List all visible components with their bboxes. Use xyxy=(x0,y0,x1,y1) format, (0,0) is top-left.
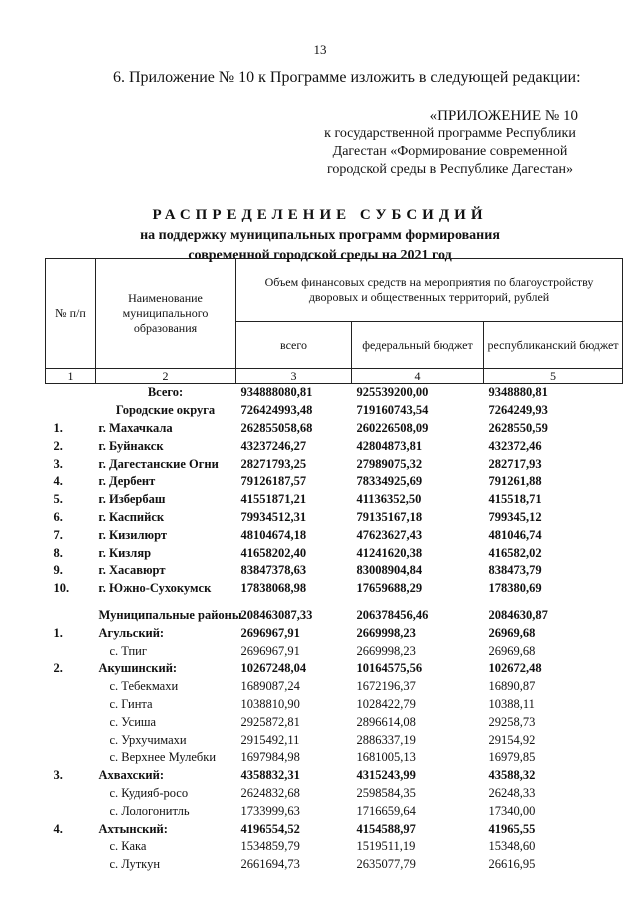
row-total: 1733999,63 xyxy=(240,803,300,818)
row-republic: 29154,92 xyxy=(488,732,536,747)
table-row xyxy=(46,509,623,527)
row-republic: 9348880,81 xyxy=(488,385,548,400)
row-total: 2624832,68 xyxy=(240,785,300,800)
row-total: 4358832,31 xyxy=(240,768,300,783)
title-line: на поддержку муниципальных программ формирования xyxy=(140,228,500,243)
row-number: 9. xyxy=(53,563,63,578)
row-federal: 1672196,37 xyxy=(356,679,416,694)
table-row xyxy=(46,820,623,838)
page-number: 13 xyxy=(313,42,327,57)
row-number: 6. xyxy=(53,509,63,524)
row-federal: 1681005,13 xyxy=(356,750,416,765)
row-federal: 719160743,54 xyxy=(356,403,429,418)
row-name: г. Махачкала xyxy=(98,420,173,435)
row-name: Акушинский: xyxy=(98,661,178,676)
row-total: 2661694,73 xyxy=(240,857,300,872)
row-name: Ахвахский: xyxy=(98,768,164,783)
row-name: г. Кизляр xyxy=(98,545,152,560)
row-total: 1689087,24 xyxy=(240,679,300,694)
row-federal: 2669998,23 xyxy=(356,625,416,640)
row-republic: 16890,87 xyxy=(488,679,536,694)
row-total: 934888080,81 xyxy=(240,385,313,400)
table-row xyxy=(46,713,623,731)
table-row xyxy=(46,437,623,455)
row-number: 4. xyxy=(53,474,63,489)
row-federal: 27989075,32 xyxy=(356,456,423,471)
row-name: Ахтынский: xyxy=(98,821,168,836)
row-federal: 4315243,99 xyxy=(356,768,416,783)
table-row xyxy=(46,660,623,678)
table-row xyxy=(46,491,623,509)
row-republic: 29258,73 xyxy=(488,714,536,729)
row-number xyxy=(46,607,96,625)
row-federal: 41241620,38 xyxy=(356,545,423,560)
table-row xyxy=(46,642,623,660)
table-row xyxy=(46,802,623,820)
appendix-header xyxy=(300,107,600,179)
row-name: с. Луткун xyxy=(109,857,161,872)
row-federal: 1519511,19 xyxy=(356,839,416,854)
row-name: г. Дагестанские Огни xyxy=(98,456,219,471)
row-total: 4196554,52 xyxy=(240,821,300,836)
row-name: Городские округа xyxy=(115,403,216,418)
row-number: 7. xyxy=(53,527,63,542)
table-row xyxy=(46,473,623,491)
row-republic: 26969,68 xyxy=(488,643,536,658)
table-row xyxy=(46,455,623,473)
row-number: 3. xyxy=(53,456,63,471)
header-num: № п/п xyxy=(46,259,96,369)
row-number xyxy=(46,384,96,402)
row-federal: 41136352,50 xyxy=(356,492,422,507)
row-federal: 2886337,19 xyxy=(356,732,416,747)
row-name: с. Тпиг xyxy=(109,643,147,658)
title-line: современной городской среды на 2021 год xyxy=(188,248,452,263)
row-federal: 83008904,84 xyxy=(356,563,423,578)
row-total: 17838068,98 xyxy=(240,581,307,596)
row-federal: 10164575,56 xyxy=(356,661,423,676)
appendix-line: Дагестан «Формирование современной xyxy=(332,144,568,159)
table-row xyxy=(46,749,623,767)
table-row xyxy=(46,607,623,625)
header-index: 5 xyxy=(484,369,623,384)
row-total: 83847378,63 xyxy=(240,563,307,578)
row-republic: 282717,93 xyxy=(488,456,542,471)
row-federal: 2669998,23 xyxy=(356,643,416,658)
row-name: с. Кака xyxy=(109,839,147,854)
row-number xyxy=(46,402,96,420)
header-federal: федеральный бюджет xyxy=(352,322,484,369)
empty-cell xyxy=(484,598,623,607)
header-volume: Объем финансовых средств на мероприятия по благоустройству дворовых и общественных территорий, рублей xyxy=(236,259,623,322)
row-republic: 102672,48 xyxy=(488,661,542,676)
row-total: 208463087,33 xyxy=(240,607,313,622)
row-total: 41551871,21 xyxy=(240,492,307,507)
table-row xyxy=(46,598,623,607)
row-federal: 47623627,43 xyxy=(356,527,423,542)
row-federal: 1716659,64 xyxy=(356,803,416,818)
row-name: с. Верхнее Мулебки xyxy=(109,750,217,765)
row-republic: 416582,02 xyxy=(488,545,542,560)
row-federal: 4154588,97 xyxy=(356,821,416,836)
row-federal: 2635077,79 xyxy=(356,857,416,872)
table-row xyxy=(46,696,623,714)
row-total: 2696967,91 xyxy=(240,643,300,658)
empty-cell xyxy=(236,598,352,607)
row-name: с. Тебекмахи xyxy=(109,679,179,694)
row-federal: 1028422,79 xyxy=(356,696,416,711)
row-name: с. Урхучимахи xyxy=(109,732,187,747)
header-index: 4 xyxy=(352,369,484,384)
row-republic: 26616,95 xyxy=(488,857,536,872)
row-total: 726424993,48 xyxy=(240,403,313,418)
row-republic: 2084630,87 xyxy=(488,607,548,622)
row-number: 3. xyxy=(53,768,63,783)
table-row xyxy=(46,562,623,580)
row-republic: 43588,32 xyxy=(488,768,536,783)
table-row xyxy=(46,420,623,438)
row-number: 1. xyxy=(53,625,63,640)
table-row xyxy=(46,678,623,696)
appendix-line: «ПРИЛОЖЕНИЕ № 10 xyxy=(429,108,578,124)
row-name: Агульский: xyxy=(98,625,165,640)
row-total: 2915492,11 xyxy=(240,732,300,747)
header-total: всего xyxy=(236,322,352,369)
row-republic: 791261,88 xyxy=(488,474,542,489)
row-name: г. Буйнакск xyxy=(98,438,164,453)
row-republic: 2628550,59 xyxy=(488,420,548,435)
row-number xyxy=(46,713,96,731)
row-number xyxy=(46,731,96,749)
appendix-line: к государственной программе Республики xyxy=(324,126,576,141)
row-federal: 78334925,69 xyxy=(356,474,423,489)
row-total: 1534859,79 xyxy=(240,839,300,854)
row-name: Муниципальные районы xyxy=(98,607,242,622)
table-row xyxy=(46,526,623,544)
row-total: 43237246,27 xyxy=(240,438,307,453)
table-row xyxy=(46,624,623,642)
row-name: с. Лологонитль xyxy=(109,803,190,818)
row-republic: 41965,55 xyxy=(488,821,536,836)
row-number xyxy=(46,749,96,767)
header-republic: республиканский бюджет xyxy=(484,322,623,369)
row-number: 1. xyxy=(53,420,63,435)
row-total: 79934512,31 xyxy=(240,509,307,524)
row-total: 1697984,98 xyxy=(240,750,300,765)
row-republic: 7264249,93 xyxy=(488,403,548,418)
row-federal: 42804873,81 xyxy=(356,438,423,453)
row-federal: 260226508,09 xyxy=(356,420,429,435)
title-main: РАСПРЕДЕЛЕНИЕ СУБСИДИЙ xyxy=(152,207,488,223)
row-name: г. Южно-Сухокумск xyxy=(98,581,212,596)
row-total: 28271793,25 xyxy=(240,456,307,471)
document-title xyxy=(0,207,640,264)
row-republic: 415518,71 xyxy=(488,492,542,507)
table-row xyxy=(46,785,623,803)
table-row xyxy=(46,856,623,874)
row-number: 2. xyxy=(53,438,63,453)
row-number: 8. xyxy=(53,545,63,560)
intro-paragraph: 6. Приложение № 10 к Программе изложить в следующей редакции: xyxy=(113,69,581,86)
row-number xyxy=(46,802,96,820)
row-total: 48104674,18 xyxy=(240,527,307,542)
row-republic: 481046,74 xyxy=(488,527,542,542)
row-number xyxy=(46,642,96,660)
row-name: с. Усиша xyxy=(109,714,157,729)
row-name: Всего: xyxy=(147,385,184,400)
row-number xyxy=(46,678,96,696)
table-row xyxy=(46,731,623,749)
row-total: 10267248,04 xyxy=(240,661,307,676)
row-total: 262855058,68 xyxy=(240,420,313,435)
row-number: 4. xyxy=(53,821,63,836)
row-name: г. Хасавюрт xyxy=(98,563,166,578)
row-federal: 925539200,00 xyxy=(356,385,429,400)
row-name: с. Гинта xyxy=(109,696,153,711)
row-total: 2696967,91 xyxy=(240,625,300,640)
row-republic: 26969,68 xyxy=(488,625,536,640)
row-republic: 838473,79 xyxy=(488,563,542,578)
table-row xyxy=(46,767,623,785)
empty-cell xyxy=(96,598,236,607)
row-name: г. Избербаш xyxy=(98,492,166,507)
row-federal: 2896614,08 xyxy=(356,714,416,729)
row-number xyxy=(46,856,96,874)
header-index: 3 xyxy=(236,369,352,384)
row-total: 2925872,81 xyxy=(240,714,300,729)
row-republic: 17340,00 xyxy=(488,803,536,818)
row-federal: 206378456,46 xyxy=(356,607,429,622)
empty-cell xyxy=(46,598,96,607)
row-total: 41658202,40 xyxy=(240,545,307,560)
row-republic: 15348,60 xyxy=(488,839,536,854)
row-name: с. Кудияб-росо xyxy=(109,785,189,800)
row-total: 79126187,57 xyxy=(240,474,307,489)
row-republic: 26248,33 xyxy=(488,785,536,800)
table-row xyxy=(46,544,623,562)
row-republic: 432372,46 xyxy=(488,438,542,453)
row-republic: 10388,11 xyxy=(488,696,535,711)
row-name: г. Кизилюрт xyxy=(98,527,167,542)
table-row xyxy=(46,580,623,598)
table-row xyxy=(46,384,623,402)
row-number: 5. xyxy=(53,492,63,507)
row-number xyxy=(46,838,96,856)
row-republic: 178380,69 xyxy=(488,581,542,596)
row-name: г. Каспийск xyxy=(98,509,165,524)
row-federal: 2598584,35 xyxy=(356,785,416,800)
subsidy-table xyxy=(45,258,623,874)
row-name: г. Дербент xyxy=(98,474,156,489)
row-number: 2. xyxy=(53,661,63,676)
empty-cell xyxy=(352,598,484,607)
row-republic: 16979,85 xyxy=(488,750,536,765)
header-index: 1 xyxy=(46,369,96,384)
table-body xyxy=(46,384,623,874)
row-total: 1038810,90 xyxy=(240,696,300,711)
row-republic: 799345,12 xyxy=(488,509,542,524)
row-number xyxy=(46,696,96,714)
table-row xyxy=(46,838,623,856)
appendix-line: городской среды в Республике Дагестан» xyxy=(327,162,573,177)
header-index: 2 xyxy=(96,369,236,384)
row-federal: 79135167,18 xyxy=(356,509,423,524)
row-federal: 17659688,29 xyxy=(356,581,423,596)
header-name: Наименование муниципального образования xyxy=(96,259,236,369)
table-row xyxy=(46,402,623,420)
row-number xyxy=(46,785,96,803)
row-number: 10. xyxy=(53,581,70,596)
